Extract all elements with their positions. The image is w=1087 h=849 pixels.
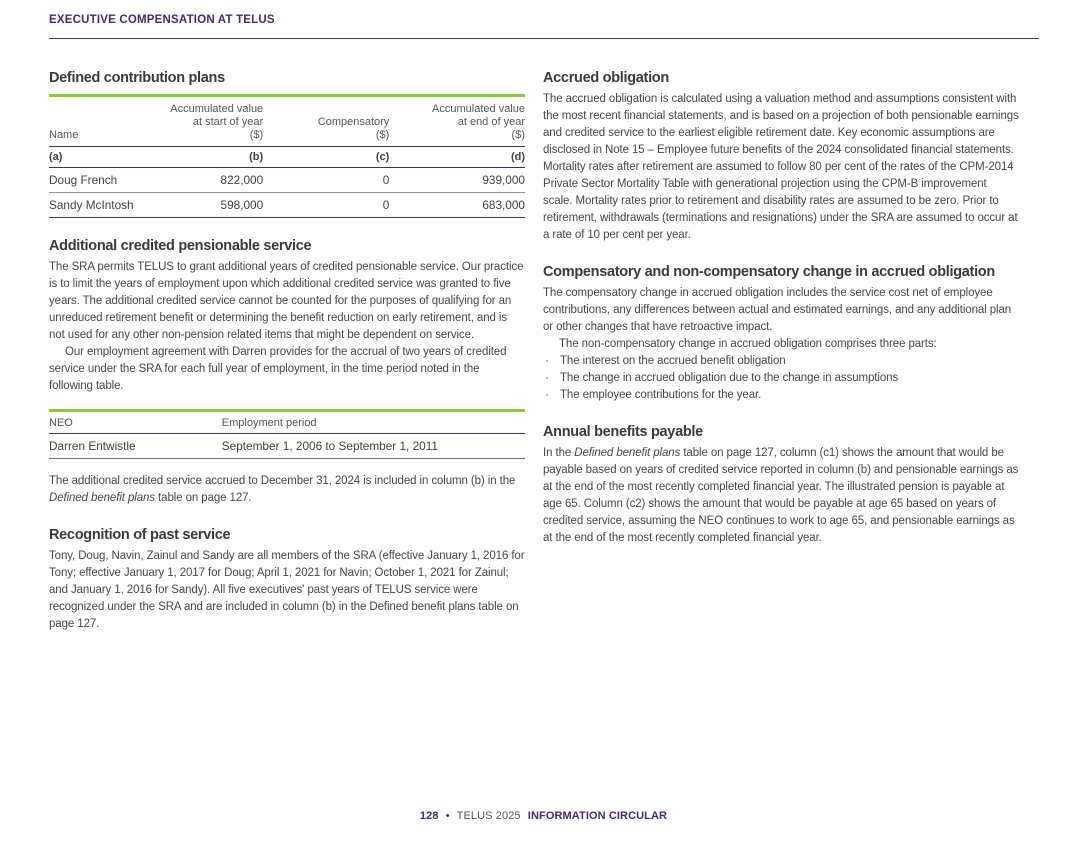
cell-end-value: 683,000 bbox=[389, 193, 525, 218]
text-segment: In the bbox=[543, 447, 575, 459]
page-number: 128 bbox=[419, 810, 439, 822]
list-item bbox=[543, 370, 1019, 387]
cell-compensatory: 0 bbox=[263, 168, 389, 193]
col-letter-b: (b) bbox=[163, 147, 263, 168]
section-heading: Annual benefits payable bbox=[543, 424, 703, 440]
bullet-dot-icon: · bbox=[545, 389, 549, 401]
section-comp-noncomp-change bbox=[543, 264, 1019, 404]
text-segment: table on page 127, column (c1) shows the amount that would be payable based on years of credited service reported in column (b) and pensionable earnings as at the end of the most recently completed financial year. The illustrated pension is payable at age 65. Column (c2) shows the amount that would be payable at age 65 based on years of credited service, assuming the NEO continues to work to age 65, and pensionable earnings as at the end of the most recently completed financial year. bbox=[543, 447, 1019, 544]
italic-text-segment: Defined benefit plans bbox=[574, 447, 681, 459]
text-segment: The additional credited service accrued to December 31, 2024 is included in column (b) in the bbox=[49, 475, 516, 487]
col-letter-d: (d) bbox=[389, 147, 525, 168]
cell-name: Sandy McIntosh bbox=[49, 193, 163, 218]
paragraph: The compensatory change in accrued obligation includes the service cost net of employee contributions, any differences between actual and estimated earnings, and any additional plan or other changes that have retroactive impact. bbox=[543, 287, 1012, 333]
italic-text-segment: Defined benefit plans bbox=[49, 492, 155, 504]
col-header-name: Name bbox=[49, 96, 163, 147]
paragraph bbox=[543, 445, 1019, 547]
neo-employment-period-table bbox=[49, 409, 525, 459]
stray-dot-artifact: . bbox=[294, 87, 298, 99]
text-segment: table on page 127. bbox=[154, 492, 252, 504]
bullet-dot-icon: · bbox=[545, 355, 549, 367]
list-item-text: The interest on the accrued benefit obligation bbox=[560, 355, 786, 367]
two-column-body bbox=[49, 70, 1019, 633]
paragraph: The SRA permits TELUS to grant additional years of credited pensionable service. Our practice is to limit the years of employment upon which additional credited service was granted to five years. The additional credited service cannot be counted for the purposes of qualifying for an unreduced retirement benefit or determining the benefit reduction on early retirement, and is not used for any other non-pension related items that might be dependent on service. bbox=[49, 261, 524, 341]
col-header-compensatory: Compensatory ($) bbox=[263, 96, 389, 147]
col-letter-c: (c) bbox=[263, 147, 389, 168]
col-header-neo: NEO bbox=[49, 411, 222, 434]
table-header-row bbox=[49, 96, 525, 147]
footer-publication-name: TELUS 2025 bbox=[456, 810, 521, 822]
section-annual-benefits-payable bbox=[543, 424, 1019, 547]
section-heading: Defined contribution plans bbox=[49, 70, 225, 86]
cell-neo-name: Darren Entwistle bbox=[49, 434, 222, 459]
page-footer bbox=[0, 810, 1087, 822]
list-item bbox=[543, 353, 1019, 370]
column-letter-row bbox=[49, 147, 525, 168]
section-recognition-of-past-service bbox=[49, 527, 525, 633]
section-heading: Additional credited pensionable service bbox=[49, 238, 312, 254]
list-item-text: The employee contributions for the year. bbox=[560, 389, 762, 401]
cell-compensatory: 0 bbox=[263, 193, 389, 218]
paragraph: Tony, Doug, Navin, Zainul and Sandy are all members of the SRA (effective January 1, 2016 for Tony; effective January 1, 2017 for Doug; April 1, 2021 for Navin; October 1, 2021 for Zainul; and January 1, 2016 for Sandy). All five executives' past years of TELUS service were recognized under the SRA and are included in column (b) in the Defined benefit plans table on page 127. bbox=[49, 550, 525, 630]
section-heading: Recognition of past service bbox=[49, 527, 231, 543]
noncomp-parts-list bbox=[543, 353, 1019, 404]
cell-end-value: 939,000 bbox=[389, 168, 525, 193]
paragraph bbox=[49, 473, 525, 507]
col-header-end-value: Accumulated value at end of year ($) bbox=[389, 96, 525, 147]
paragraph: Our employment agreement with Darren provides for the accrual of two years of credited service under the SRA for each full year of employment, in the time period noted in the following table. bbox=[49, 346, 507, 392]
header-rule bbox=[49, 38, 1039, 39]
page-top-header bbox=[49, 14, 1039, 39]
cell-start-value: 598,000 bbox=[163, 193, 263, 218]
right-column bbox=[543, 70, 1019, 633]
cell-name: Doug French bbox=[49, 168, 163, 193]
col-header-employment-period: Employment period bbox=[222, 411, 525, 434]
col-letter-a: (a) bbox=[49, 147, 163, 168]
table-row bbox=[49, 168, 525, 193]
section-heading: Accrued obligation bbox=[543, 70, 669, 86]
section-heading: Compensatory and non-compensatory change in accrued obligation bbox=[543, 264, 995, 280]
table-header-row bbox=[49, 411, 525, 434]
table-row bbox=[49, 193, 525, 218]
cell-start-value: 822,000 bbox=[163, 168, 263, 193]
section-accrued-obligation bbox=[543, 70, 1019, 244]
running-header-title: EXECUTIVE COMPENSATION AT TELUS bbox=[49, 14, 275, 26]
bullet-dot-icon: · bbox=[545, 372, 549, 384]
footer-bullet-separator: • bbox=[445, 810, 450, 822]
paragraph: The non-compensatory change in accrued obligation comprises three parts: bbox=[559, 338, 937, 350]
defined-contribution-table bbox=[49, 94, 525, 218]
section-defined-contribution-plans bbox=[49, 70, 525, 218]
list-item bbox=[543, 387, 1019, 404]
left-column bbox=[49, 70, 525, 633]
section-additional-credited-service bbox=[49, 238, 525, 507]
paragraph: The accrued obligation is calculated using a valuation method and assumptions consistent with the most recent financial statements, and is based on a projection of both pensionable earnings and credited service to the earliest eligible retirement date. Key economic assumptions are disclosed in Note 15 – Employee future benefits of the 2024 consolidated financial statements. Mortality rates after retirement are assumed to follow 80 per cent of the rates of the CPM-2014 Private Sector Mortality Table with generational projection using the CPM-B improvement scale. Mortality rates prior to retirement and disability rates are assumed to be zero. Prior to retirement, withdrawals (terminations and resignations) under the SRA are assumed to occur at a rate of 10 per cent per year. bbox=[543, 93, 1019, 241]
cell-employment-period: September 1, 2006 to September 1, 2011 bbox=[222, 434, 525, 459]
footer-publication-title: INFORMATION CIRCULAR bbox=[527, 810, 668, 822]
list-item-text: The change in accrued obligation due to the change in assumptions bbox=[560, 372, 899, 384]
table-row bbox=[49, 434, 525, 459]
col-header-start-value: Accumulated value at start of year ($) bbox=[163, 96, 263, 147]
